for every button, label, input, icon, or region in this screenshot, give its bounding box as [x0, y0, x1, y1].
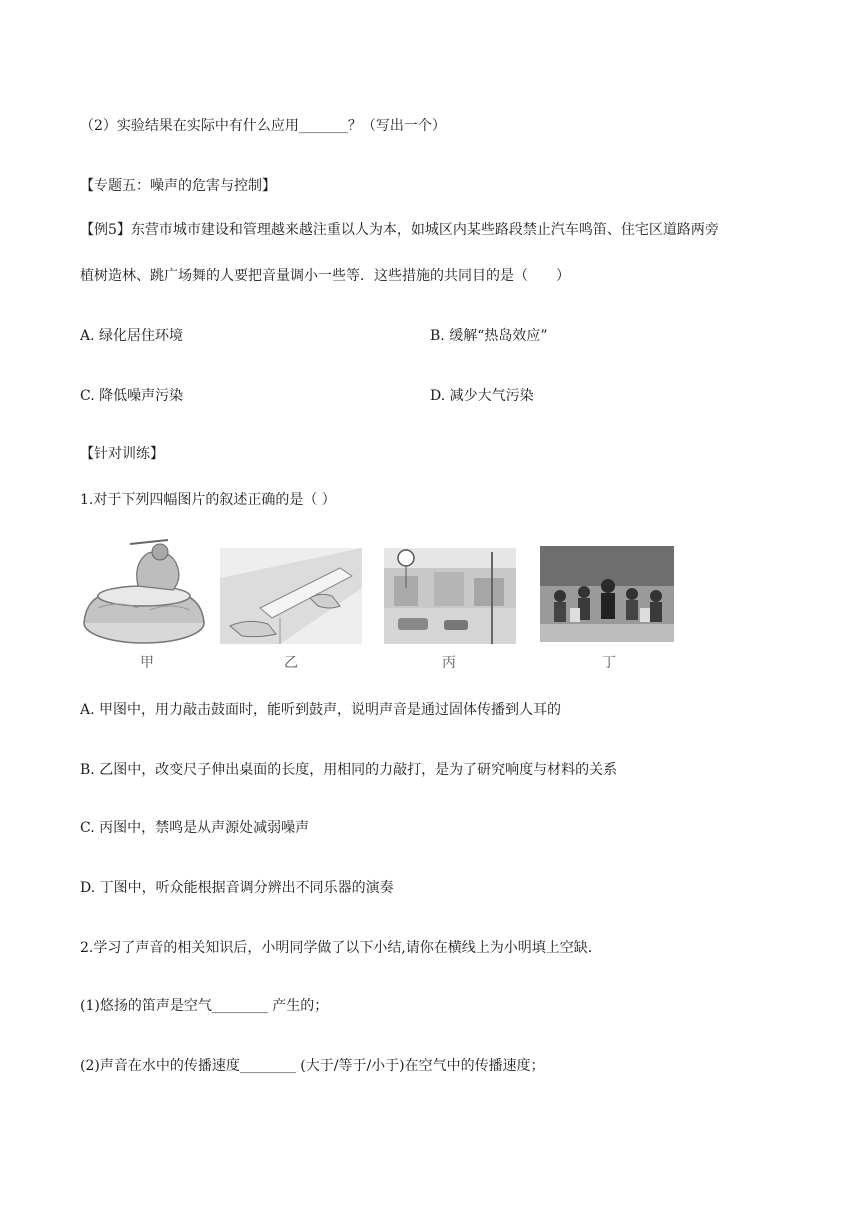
question2-part2: (2)声音在水中的传播速度________ (大于/等于/小于)在空气中的传播速度； — [80, 1058, 545, 1074]
question1-option-a: A. 甲图中，用力敲击鼓面时，能听到鼓声，说明声音是通过固体传播到人耳的 — [80, 702, 562, 718]
example5-option-d: D. 减少大气污染 — [430, 388, 534, 404]
example5-option-a: A. 绿化居住环境 — [80, 328, 184, 344]
question1-option-c: C. 丙图中，禁鸣是从声源处减弱噪声 — [80, 820, 310, 836]
example5-option-c: C. 降低噪声污染 — [80, 388, 184, 404]
street-figure-image — [384, 548, 516, 644]
caption-jia: 甲 — [140, 655, 154, 671]
question2-part1: (1)悠扬的笛声是空气________ 产生的； — [80, 998, 329, 1014]
drum-figure-image — [78, 538, 210, 646]
example5-line2: 植树造林、跳广场舞的人要把音量调小一些等．这些措施的共同目的是（ ） — [80, 268, 570, 284]
question1-option-d: D. 丁图中，听众能根据音调分辨出不同乐器的演奏 — [80, 880, 394, 896]
caption-yi: 乙 — [284, 655, 298, 671]
question1-stem: 1.对于下列四幅图片的叙述正确的是（ ） — [80, 492, 336, 508]
example5-line1: 【例5】东营市城市建设和管理越来越注重以人为本，如城区内某些路段禁止汽车鸣笛、住宅区道路两旁 — [80, 222, 719, 238]
example5-option-b: B. 缓解“热岛效应” — [430, 328, 548, 344]
orchestra-figure-image — [540, 546, 674, 642]
question2-stem: 2.学习了声音的相关知识后，小明同学做了以下小结,请你在横线上为小明填上空缺． — [80, 940, 602, 956]
training-heading: 【针对训练】 — [80, 446, 164, 462]
ruler-figure-image — [220, 548, 362, 644]
question-prev-part2: （2）实验结果在实际中有什么应用_______？（写出一个） — [80, 118, 446, 134]
topic-heading: 【专题五：噪声的危害与控制】 — [80, 178, 276, 194]
question1-option-b: B. 乙图中，改变尺子伸出桌面的长度，用相同的力敲打，是为了研究响度与材料的关系 — [80, 762, 618, 778]
caption-ding: 丁 — [602, 655, 616, 671]
caption-bing: 丙 — [442, 655, 456, 671]
